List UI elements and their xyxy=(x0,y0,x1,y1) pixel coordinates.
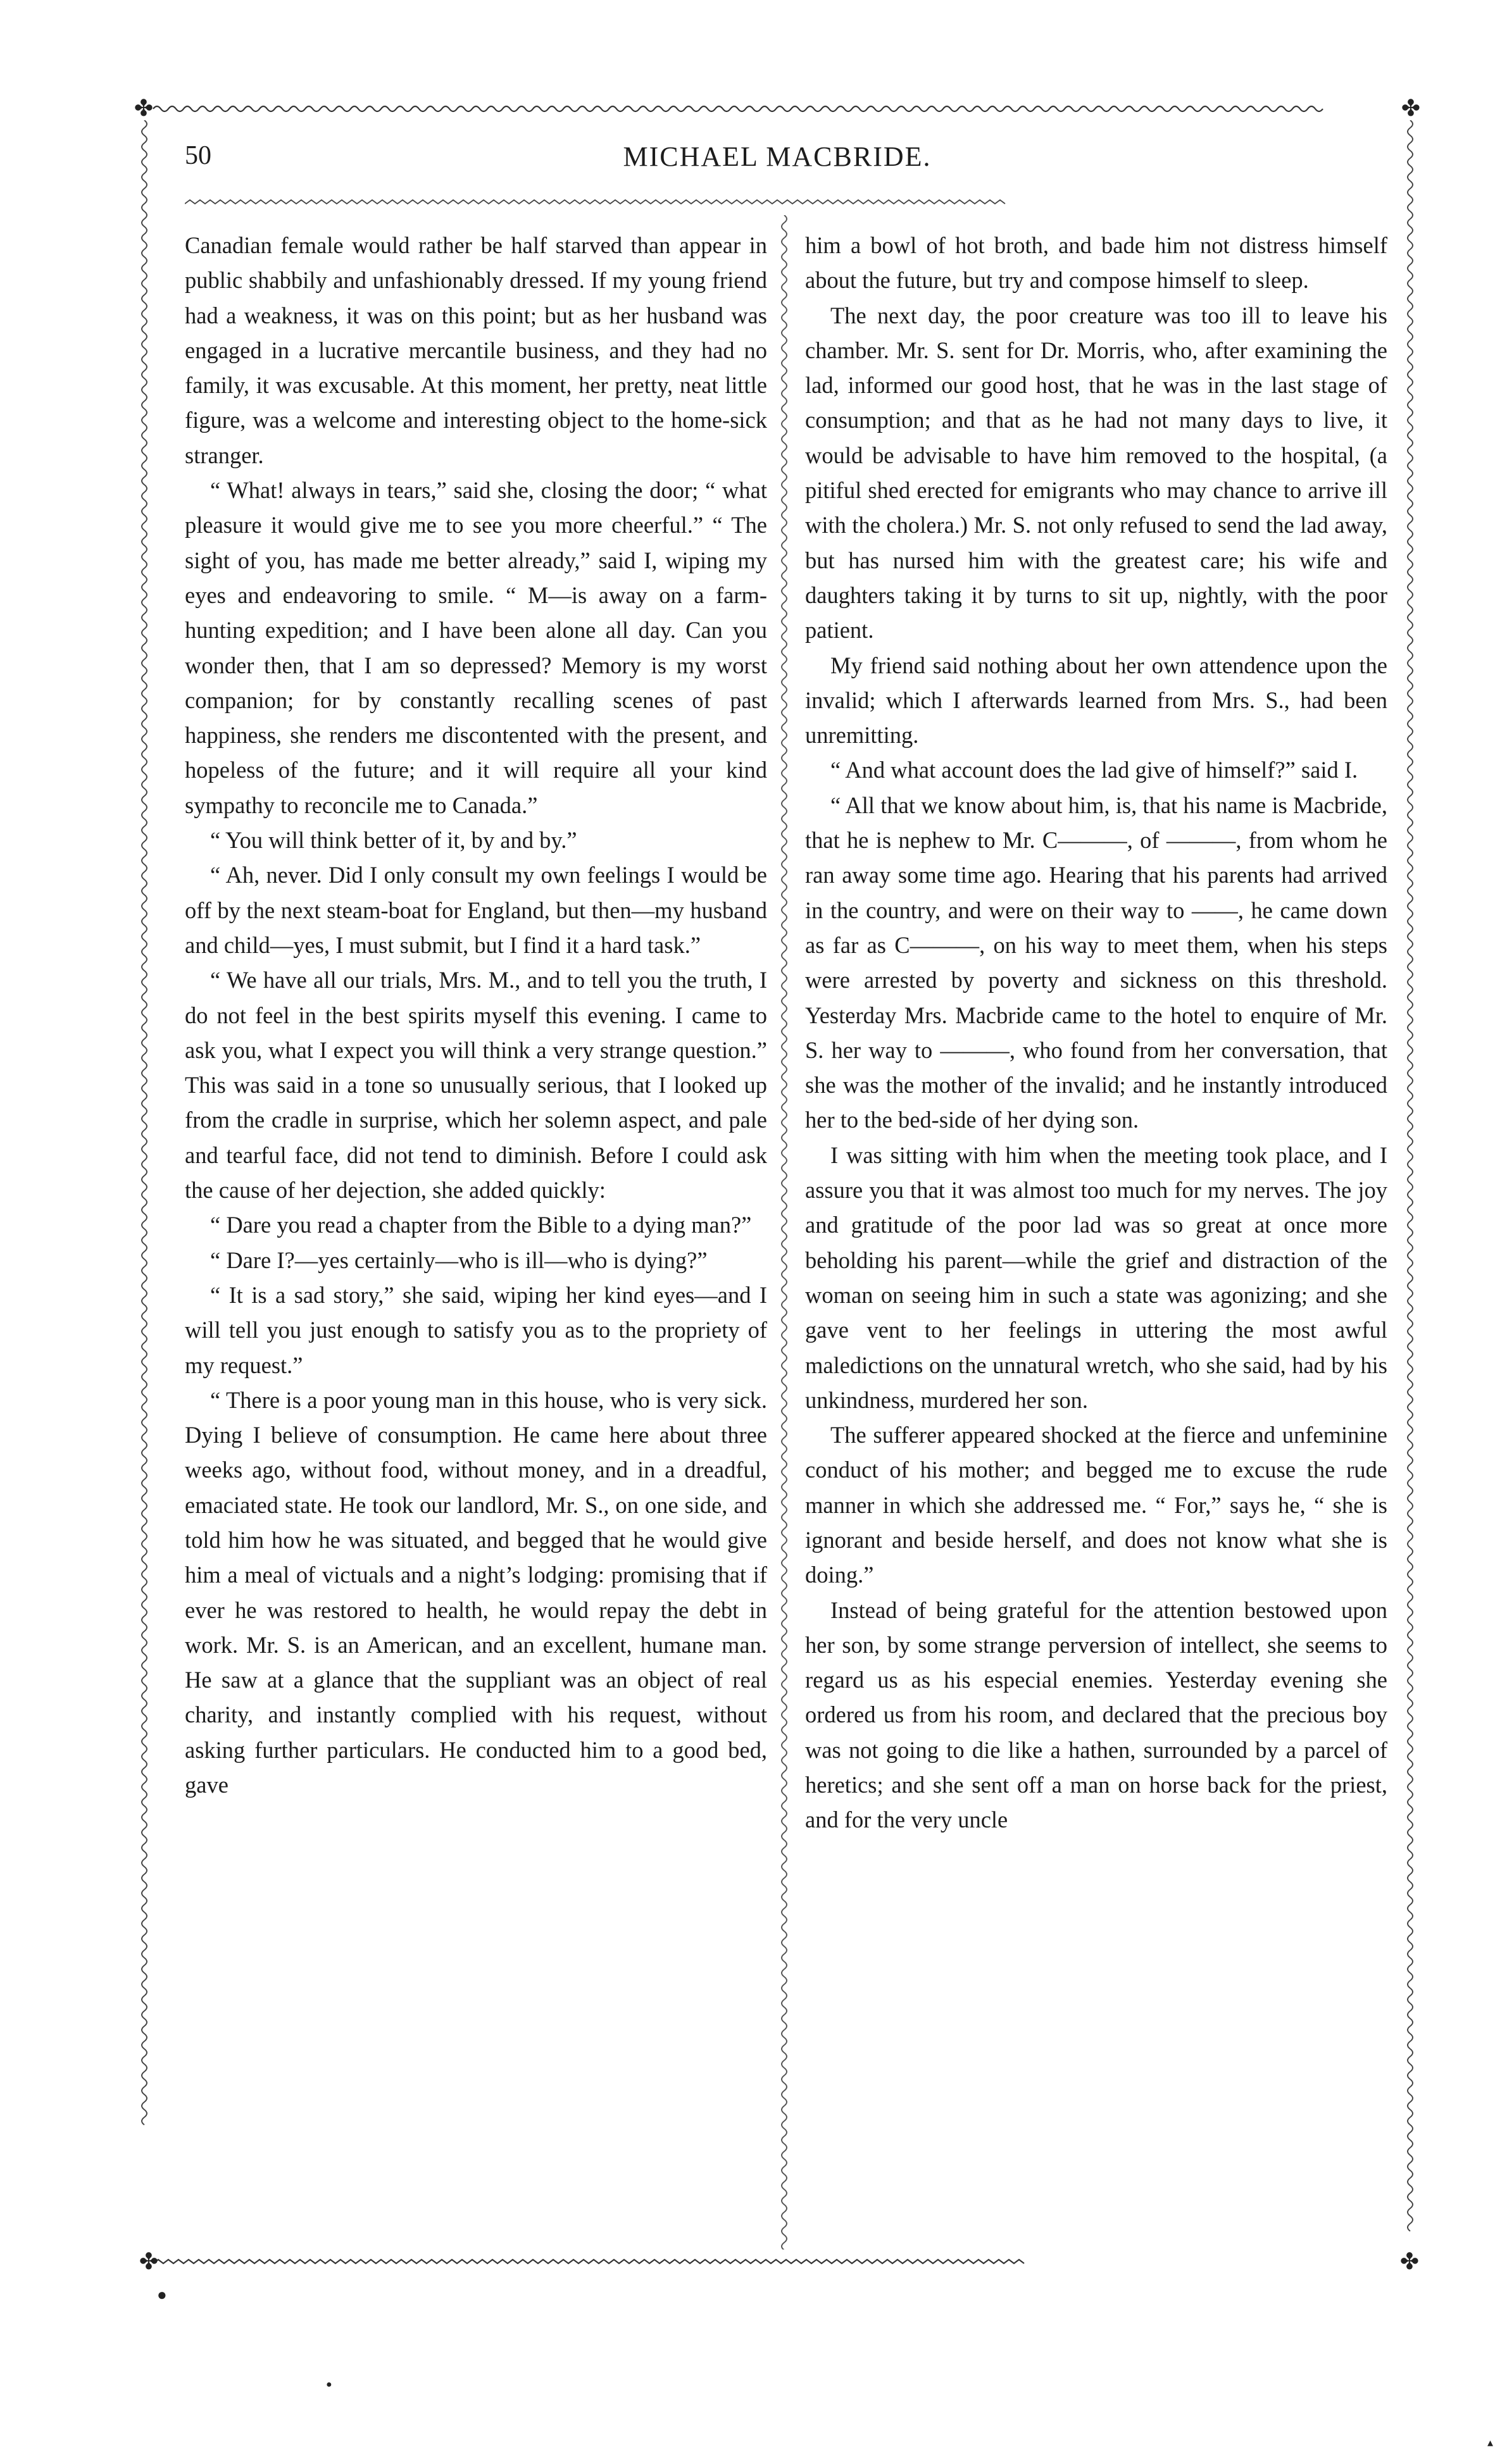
paragraph: “ There is a poor young man in this house, who is very sick. Dying I believe of consumption. He came here about three weeks ago, without food, without money, and in a dreadful, emaciated state. He took our landlord, Mr. S., on one side, and told him how he was situated, and begged that he would give him a meal of victuals and a night’s lodging: promising that if ever he was restored to health, he would repay the debt in work. Mr. S. is an American, and an excellent, humane man. He saw at a glance that the suppliant was an object of real charity, and instantly complied with his request, without asking further particulars. He conducted him to a good bed, gave xyxy=(185,1386,767,1798)
corner-ornament-icon: ✤ xyxy=(139,2249,159,2274)
bottom-border-rule xyxy=(141,2256,1414,2271)
paragraph: “ What! always in tears,” said she, closing the door; “ what pleasure it would give me to see you more cheerful.” “ The sight of you, has made me better already,” said I, wiping my eyes and endeavoring to smile. “ M—is away on a farm-hunting expedition; and I have been alone all day. Can you wonder then, that I am so depressed? Memory is my worst companion; for by constantly recalling scenes of past happiness, she renders me discontented with the present, and hopeless of the future; and it will require all your kind sympathy to reconcile me to Canada.” xyxy=(185,477,767,818)
corner-ornament-icon: ✤ xyxy=(134,96,154,121)
header-rule xyxy=(185,196,1387,211)
ink-speck: ● xyxy=(326,2379,332,2390)
paragraph: “ And what account does the lad give of himself?” said I. xyxy=(830,757,1358,783)
paragraph: “ We have all our trials, Mrs. M., and to tell you the truth, I do not feel in the best spirits myself this evening. I came to ask you, what I expect you will think a very strange question.” This was said in a tone so unusually serious, that I looked up from the cradle in surprise, which her solemn aspect, and pale and tearful face, did not tend to diminish. Before I could ask the cause of her dejection, she added quickly: xyxy=(185,967,767,1204)
page-number: 50 xyxy=(185,141,211,170)
corner-ornament-icon: ✤ xyxy=(1401,96,1421,121)
page-frame xyxy=(134,96,1421,2274)
paragraph: My friend said nothing about her own attendence upon the invalid; which I afterwards learned from Mrs. S., had been unremitting. xyxy=(805,652,1387,749)
paragraph: Instead of being grateful for the attention bestowed upon her son, by some strange perversion of intellect, she seems to regard us as his especial enemies. Yesterday evening she ordered us from his room, and declared that the precious boy was not going to die like a hathen, surrounded by a parcel of heretics; and she sent off a man on horse back for the priest, and for the very uncle xyxy=(805,1596,1387,1833)
ink-speck: ● xyxy=(157,2286,167,2304)
corner-ornament-icon: ✤ xyxy=(1399,2249,1420,2274)
ink-speck: ▴ xyxy=(1487,2436,1494,2449)
right-column xyxy=(805,228,1387,1838)
paragraph: The sufferer appeared shocked at the fierce and unfeminine conduct of his mother; and begged me to excuse the rude manner in which she addressed me. “ For,” says he, “ she is ignorant and beside herself, and does not know what she is doing.” xyxy=(805,1422,1387,1588)
paragraph: “ You will think better of it, by and by.” xyxy=(210,827,577,854)
paragraph: I was sitting with him when the meeting took place, and I assure you that it was almost too much for my nerves. The joy and gratitude of the poor lad was so great at once more beholding his parent—while the grief and distraction of the woman on seeing him in such a state was agonizing; and she gave vent to her feelings in uttering the most awful maledictions on the unnatural wretch, who she said, had by his unkindness, murdered her son. xyxy=(805,1142,1387,1413)
paragraph: “ It is a sad story,” she said, wiping her kind eyes—and I will tell you just enough to satisfy you as to the propriety of my request.” xyxy=(185,1281,767,1378)
running-title: MICHAEL MACBRIDE. xyxy=(623,141,932,172)
paragraph: him a bowl of hot broth, and bade him not distress himself about the future, but try and compose himself to sleep. xyxy=(805,232,1387,294)
page-header xyxy=(185,140,1370,178)
column-divider xyxy=(777,215,792,2249)
paragraph: The next day, the poor creature was too ill to leave his chamber. Mr. S. sent for Dr. Morris, who, after examining the lad, informed our good host, that he was in the last stage of consumption; and that as he had not many days to live, it would be advisable to have him removed to the hospital, (a pitiful shed erected for emigrants who may chance to arrive ill with the cholera.) Mr. S. not only refused to send the lad away, but has nursed him with the greatest care; his wife and daughters taking it by turns to sit up, nightly, with the poor patient. xyxy=(805,302,1387,644)
top-border-rule xyxy=(141,101,1414,116)
paragraph: “ Dare I?—yes certainly—who is ill—who is dying?” xyxy=(210,1247,708,1273)
paragraph: Canadian female would rather be half starved than appear in public shabbily and unfashionably dressed. If my young friend had a weakness, it was on this point; but as her husband was engaged in a lucrative mercantile business, and they had no family, it was excusable. At this moment, her pretty, neat little figure, was a welcome and interesting object to the home-sick stranger. xyxy=(185,232,767,468)
paragraph: “ Dare you read a chapter from the Bible to a dying man?” xyxy=(210,1212,752,1238)
left-border-rule xyxy=(137,120,152,2265)
right-border-rule xyxy=(1403,120,1418,2265)
left-column xyxy=(185,228,767,1802)
paragraph: “ Ah, never. Did I only consult my own feelings I would be off by the next steam-boat for England, but then—my husband and child—yes, I must submit, but I find it a hard task.” xyxy=(185,862,767,958)
paragraph: “ All that we know about him, is, that his name is Macbride, that he is nephew to Mr. C———, of ———, from whom he ran away some time ago. Hearing that his parents had arrived in the country, and were on their way to ——, he came down as far as C———, on his way to meet them, when his steps were arrested by poverty and sickness on this threshold. Yesterday Mrs. Macbride came to the hotel to enquire of Mr. S. her way to ———, who found from her conversation, that she was the mother of the invalid; and he instantly introduced her to the bed-side of her dying son. xyxy=(805,792,1387,1133)
